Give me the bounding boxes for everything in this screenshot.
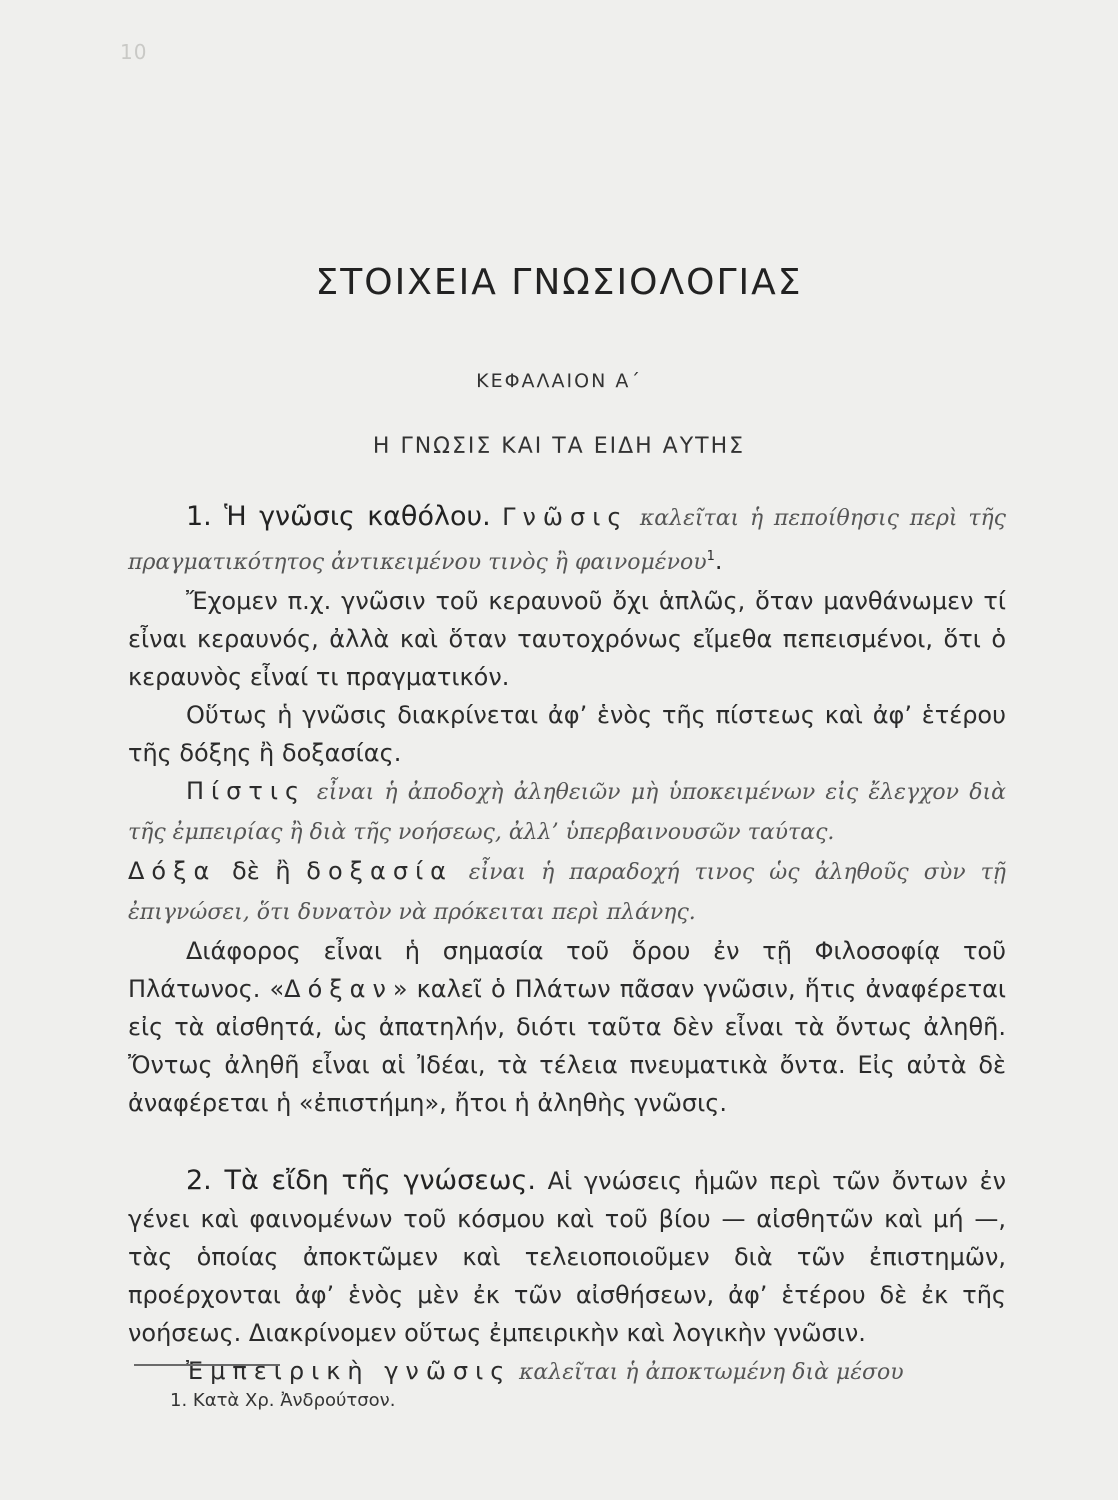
footnote-reference: 1 [706,549,715,564]
term-doxan: Δόξαν [284,975,393,1003]
section-2-text: Αἱ γνώσεις ἡμῶν περὶ τῶν ὄντων ἐν γένει καὶ φαινομένων τοῦ κόσμου καὶ τοῦ βίου — αἰσθητῶν καὶ μή —, τὰς ὁποίας ἀποκτῶμεν καὶ τελειοποιοῦμεν διὰ τῶν ἐπιστημῶν, προέρχονται ἀφ’ ἑνὸς μὲν ἐκ τῶν αἰσθήσεων, ἀφ’ ἑτέρου δὲ ἐκ τῆς νοήσεως. Διακρίνομεν οὕτως ἐμπειρικὴν καὶ λογικὴν γνῶσιν. [128,1167,1007,1347]
section-1-paragraph-1 [128,498,1006,582]
gnosis-definition: καλεῖται ἡ πεποίθησις περὶ τῆς πραγματικότητος ἀντικειμένου τινὸς ἢ φαινομένου [128,506,1006,575]
chapter-title: Η ΓΝΩΣΙΣ ΚΑΙ ΤΑ ΕΙΔΗ ΑΥΤΗΣ [372,434,746,459]
plato-text-a: Διάφορος εἶναι ἡ σημασία τοῦ ὅρου ἐν τῇ Φιλοσοφίᾳ τοῦ Πλάτωνος. « [128,937,1006,1003]
section-2-paragraph-2 [128,1352,1006,1392]
section-1-paragraph-5 [128,932,1006,1122]
section-1-paragraph-3: Οὕτως ἡ γνῶσις διακρίνεται ἀφ’ ἑνὸς τῆς πίστεως καὶ ἀφ’ ἑτέρου τῆς δόξης ἢ δοξασίας. [128,701,1006,767]
term-doxasia: δοξασία [306,857,454,885]
page-number: 10 [120,40,148,64]
section-2-paragraph-1 [128,1162,1006,1352]
definition-end: . [714,547,723,575]
doxa-definition: εἶναι ἡ παραδοχή τινος ὡς ἀληθοῦς σὺν τῇ ἐπιγνώσει, ὅτι δυνατὸν νὰ πρόκειται περὶ πλάνης. [128,860,1006,925]
term-pistis: Πίστις [186,777,307,805]
empirical-definition: καλεῖται ἡ ἀποκτωμένη διὰ μέσου [518,1360,904,1385]
page-title: ΣΤΟΙΧΕΙΑ ΓΝΩΣΙΟΛΟΓΙΑΣ [315,262,803,303]
plato-text-b: » καλεῖ ὁ Πλάτων πᾶσαν γνῶσιν, ἥτις ἀναφέρεται εἰς τὰ αἰσθητά, ὡς ἀπατηλήν, διότι ταῦτα δὲν εἶναι τὰ ὄντως ἀληθῆ. Ὄντως ἀληθῆ εἶναι αἱ Ἰδέαι, τὰ τέλεια πνευματικὰ ὄντα. Εἰς αὐτὰ δὲ ἀναφέρεται ἡ «ἐπιστήμη», ἤτοι ἡ ἀληθὴς γνῶσις. [128,975,1007,1117]
section-1-paragraph-pistis [128,772,1006,932]
term-gnosis: Γνῶσις [502,503,629,531]
body-text [128,498,1006,1392]
doxa-connector: δὲ ἢ [232,857,291,885]
term-empirical-knowledge: Ἐμπειρικὴ γνῶσις [186,1357,512,1385]
chapter-label: ΚΕΦΑΛΑΙΟΝ Α΄ [476,370,642,392]
section-2-heading: 2. Τὰ εἴδη τῆς γνώσεως. [186,1165,536,1196]
footnote: 1. Κατὰ Χρ. Ἀνδρούτσον. [170,1390,396,1411]
pistis-definition: εἶναι ἡ ἀποδοχὴ ἀληθειῶν μὴ ὑποκειμένων εἰς ἔλεγχον διὰ τῆς ἐμπειρίας ἢ διὰ τῆς νοήσεως, ἀλλ’ ὑπερβαινουσῶν ταύτας. [128,780,1006,845]
term-doxa: Δόξα [128,857,217,885]
footnote-divider [134,1364,280,1366]
section-1-heading: 1. Ἡ γνῶσις καθόλου. [186,501,491,532]
section-1-paragraph-2: Ἔχομεν π.χ. γνῶσιν τοῦ κεραυνοῦ ὄχι ἁπλῶς, ὅταν μανθάνωμεν τί εἶναι κεραυνός, ἀλλὰ καὶ ὅταν ταυτοχρόνως εἴμεθα πεπεισμένοι, ὅτι ὁ κεραυνὸς εἶναί τι πραγματικόν. [128,587,1006,691]
